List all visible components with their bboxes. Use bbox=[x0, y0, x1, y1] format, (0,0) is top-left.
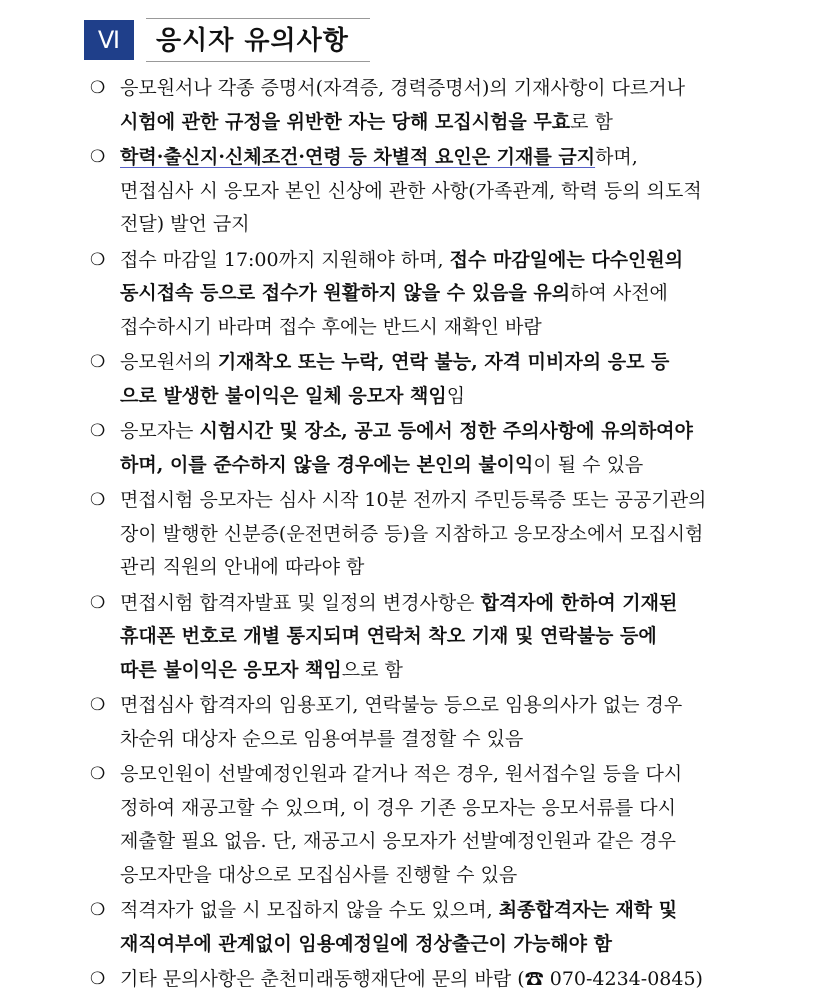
emphasis-text: 재직여부에 관계없이 임용예정일에 정상출근이 가능해야 함 bbox=[120, 932, 612, 955]
notice-text: 제출할 필요 없음. 단, 재공고시 응모자가 선발예정인원과 같은 경우 bbox=[120, 830, 676, 852]
notice-text: 기타 문의사항은 춘천미래동행재단에 문의 바람 (☎ 070-4234-0845) bbox=[120, 968, 703, 990]
notice-line bbox=[120, 689, 758, 723]
notice-line bbox=[120, 72, 758, 106]
notice-item bbox=[88, 415, 758, 482]
emphasis-text: 따른 불이익은 응모자 책임 bbox=[120, 658, 342, 681]
bullet-circle-icon: ❍ bbox=[90, 147, 106, 167]
notice-item bbox=[88, 346, 758, 413]
notice-text: 전달) 발언 금지 bbox=[120, 213, 250, 235]
notice-text: 임 bbox=[446, 384, 466, 407]
notice-line bbox=[120, 894, 758, 928]
emphasis-text: 하며, 이를 준수하지 않을 경우에는 본인의 불이익 bbox=[120, 453, 534, 476]
notice-item bbox=[88, 484, 758, 585]
bullet-circle-icon: ❍ bbox=[90, 592, 106, 613]
section-header bbox=[84, 18, 384, 64]
notice-item bbox=[88, 689, 758, 756]
bullet-circle-icon: ❍ bbox=[90, 352, 106, 372]
notice-line bbox=[120, 518, 758, 552]
bullet-circle-icon: ❍ bbox=[90, 695, 106, 715]
bullet-circle-icon: ❍ bbox=[90, 764, 106, 784]
emphasis-text: 최종합격자는 재학 및 bbox=[498, 899, 678, 921]
notice-line bbox=[120, 484, 758, 518]
emphasis-text: 휴대폰 번호로 개별 통지되며 연락처 착오 기재 및 연락불능 등에 bbox=[120, 625, 657, 647]
notice-text: 면접심사 합격자의 임용포기, 연락불능 등으로 임용의사가 없는 경우 bbox=[120, 694, 683, 716]
emphasis-text: 으로 발생한 불이익은 일체 응모자 책임 bbox=[120, 384, 447, 407]
notice-list bbox=[88, 72, 758, 997]
notice-text: 응모인원이 선발예정인원과 같거나 적은 경우, 원서접수일 등을 다시 bbox=[120, 763, 683, 785]
notice-line bbox=[120, 311, 758, 345]
notice-line bbox=[120, 415, 758, 449]
notice-line bbox=[120, 963, 758, 997]
notice-line bbox=[120, 859, 758, 893]
bullet-circle-icon: ❍ bbox=[90, 969, 106, 989]
notice-line bbox=[120, 449, 758, 483]
notice-line bbox=[120, 346, 758, 380]
notice-line bbox=[120, 792, 758, 826]
emphasis-text: 기재착오 또는 누락, 연락 불능, 자격 미비자의 응모 등 bbox=[217, 351, 670, 373]
notice-line bbox=[120, 928, 758, 962]
notice-text: 접수 마감일 17:00까지 지원해야 하며, bbox=[120, 248, 450, 271]
notice-text: 접수하시기 바라며 접수 후에는 반드시 재확인 바람 bbox=[120, 315, 542, 338]
notice-text: 장이 발행한 신분증(운전면허증 등)을 지참하고 응모장소에서 모집시험 bbox=[120, 522, 704, 545]
notice-line bbox=[120, 758, 758, 792]
notice-text: 차순위 대상자 순으로 임용여부를 결정할 수 있음 bbox=[120, 727, 524, 750]
notice-text: 관리 직원의 안내에 따라야 함 bbox=[120, 556, 365, 578]
notice-text: 이 될 수 있음 bbox=[533, 453, 644, 476]
emphasis-text: 시험시간 및 장소, 공고 등에서 정한 주의사항에 유의하여야 bbox=[199, 420, 693, 442]
notice-item bbox=[88, 963, 758, 997]
notice-text: 응모자는 bbox=[120, 420, 200, 442]
notice-text: 응모원서나 각종 증명서(자격증, 경력증명서)의 기재사항이 다르거나 bbox=[120, 77, 685, 99]
notice-item bbox=[88, 72, 758, 139]
notice-line bbox=[120, 277, 758, 311]
notice-item bbox=[88, 141, 758, 242]
notice-text: 적격자가 없을 시 모집하지 않을 수도 있으며, bbox=[120, 899, 499, 921]
notice-line bbox=[120, 208, 758, 242]
notice-item bbox=[88, 244, 758, 345]
emphasis-text: 학력·출신지·신체조건·연령 등 차별적 요인은 기재를 금지 bbox=[120, 146, 596, 168]
notice-text: 면접시험 응모자는 심사 시작 10분 전까지 주민등록증 또는 공공기관의 bbox=[120, 489, 707, 511]
notice-item bbox=[88, 587, 758, 688]
notice-line bbox=[120, 244, 758, 278]
notice-line bbox=[120, 825, 758, 859]
notice-line bbox=[120, 551, 758, 585]
notice-text: 정하여 재공고할 수 있으며, 이 경우 기존 응모자는 응모서류를 다시 bbox=[120, 796, 676, 819]
notice-text: 면접심사 시 응모자 본인 신상에 관한 사항(가족관계, 학력 등의 의도적 bbox=[120, 179, 702, 202]
notice-text: 으로 함 bbox=[341, 658, 403, 681]
notice-item bbox=[88, 894, 758, 961]
notice-line bbox=[120, 141, 758, 175]
notice-line bbox=[120, 587, 758, 621]
bullet-circle-icon: ❍ bbox=[90, 900, 106, 920]
section-number-badge: Ⅵ bbox=[84, 20, 134, 60]
notice-line bbox=[120, 723, 758, 757]
notice-line bbox=[120, 654, 758, 688]
notice-line bbox=[120, 106, 758, 140]
notice-line bbox=[120, 175, 758, 209]
section-title: 응시자 유의사항 bbox=[146, 18, 370, 62]
emphasis-text: 합격자에 한하여 기재된 bbox=[480, 591, 678, 614]
notice-text: 하며, bbox=[595, 146, 638, 168]
notice-text: 로 함 bbox=[570, 110, 613, 133]
notice-line bbox=[120, 620, 758, 654]
notice-text: 응모자만을 대상으로 모집심사를 진행할 수 있음 bbox=[120, 863, 518, 886]
emphasis-text: 동시접속 등으로 접수가 원활하지 않을 수 있음을 유의 bbox=[120, 282, 571, 304]
notice-line bbox=[120, 380, 758, 414]
bullet-circle-icon: ❍ bbox=[90, 249, 106, 270]
emphasis-text: 접수 마감일에는 다수인원의 bbox=[449, 248, 684, 271]
bullet-circle-icon: ❍ bbox=[90, 421, 106, 441]
notice-text: 응모원서의 bbox=[120, 351, 218, 373]
notice-text: 하여 사전에 bbox=[570, 282, 668, 304]
notice-text: 면접시험 합격자발표 및 일정의 변경사항은 bbox=[120, 591, 481, 614]
bullet-circle-icon: ❍ bbox=[90, 78, 106, 98]
emphasis-text: 시험에 관한 규정을 위반한 자는 당해 모집시험을 무효 bbox=[120, 110, 571, 133]
bullet-circle-icon: ❍ bbox=[90, 490, 106, 510]
notice-item bbox=[88, 758, 758, 892]
